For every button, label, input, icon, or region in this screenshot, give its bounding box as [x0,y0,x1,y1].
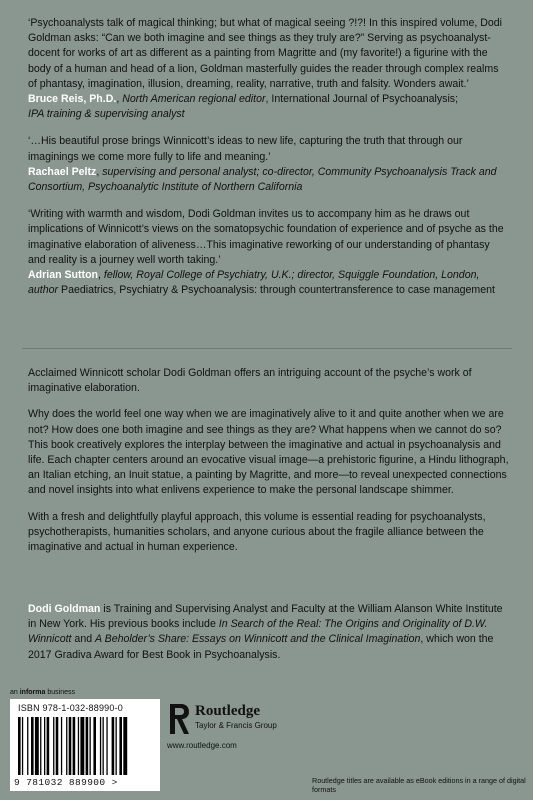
endorser-affiliation: supervising and personal analyst; co-director, Community Psychoanalysis Track and Consortium, Psychoanalytic Institute of Northern California [28,165,497,194]
endorser-name: Rachael Peltz [28,165,97,178]
endorser-affiliation: IPA training & supervising analyst [28,108,185,121]
endorser-name: Bruce Reis, Ph.D. [28,93,117,106]
publisher-name: Routledge [195,703,260,719]
endorsement-text: ‘…His beautiful prose brings Winnicott’s ideas to new life, capturing the truth that through our imaginings we come more fully to life and meaning.’ [28,135,463,163]
endorsement [28,16,510,122]
book-title: In Search of the Real: The Origins and Originality of D.W. Winnicott [28,618,488,646]
divider [22,348,512,349]
endorser-affiliation: Paediatrics, Psychiatry & Psychoanalysis: through countertransference to case management [61,284,495,297]
author-bio [28,602,510,663]
book-description [28,366,510,566]
bio-text: is Training and Supervising Analyst and Faculty at the William Alanson White Institute in New York. His previous books include [28,603,503,631]
informa-brand: informa [19,689,46,696]
book-title: A Beholder’s Share: Essays on Winnicott and the Clinical Imagination [95,633,421,646]
endorsement [28,207,510,298]
informa-suffix: business [45,689,75,696]
endorser-affiliation: North American regional editor [122,93,266,106]
endorsements [28,16,510,310]
endorsement-text: ‘Writing with warmth and wisdom, Dodi Goldman invites us to accompany him as he draws out implications of Winnicott’s views on the somatopsychic foundation of experience and of psyche as the imaginative elaboration of aliveness…This imaginative reworking of our understanding of phantasy and reality is a journey well worth taking.’ [28,208,504,266]
endorser-name: Adrian Sutton [28,269,99,282]
informa-prefix: an [10,689,20,696]
endorsement-attribution: Bruce Reis, Ph.D., North American regional editor, International Journal of Psychoanalysis; IPA training & supervising analyst [28,93,459,121]
barcode-icon [18,717,152,777]
routledge-logo-icon [167,702,191,736]
description-paragraph: With a fresh and delightfully playful approach, this volume is essential reading for psychoanalysts, psychotherapists, humanities scholars, and anyone curious about the fragile alliance between the imaginative and actual in human experience. [28,510,486,554]
bio-text: and [71,633,96,646]
author-bio-text [28,602,510,663]
description-paragraph: Acclaimed Winnicott scholar Dodi Goldman offers an intriguing account of the psyche’s work of imaginative elaboration. [28,367,472,395]
bio-text: , which won the 2017 Gradiva Award for Best Book in Psychoanalysis. [28,633,494,661]
barcode-digits: 9 781032 889900 > [14,777,118,788]
endorsement-text: ‘Psychoanalysts talk of magical thinking; but what of magical seeing ?!?! In this inspired volume, Dodi Goldman asks: “Can we both imagine and see things as they truly are?” Serving as psychoanalyst-docent for works of art as different as a painting from Magritte and (my favorite!) a figurine with the body of a human and head of a lion, Goldman masterfully guides the reader through complex realms of phantasy, imagination, illusion, dreaming, reality, narrative, truth and falsity. Wonders await.’ [28,17,503,90]
author-name: Dodi Goldman [28,603,101,615]
ebook-note: Routledge titles are available as eBook editions in a range of digital formats [312,776,526,794]
endorser-affiliation: fellow, Royal College of Psychiatry, U.K.; director, Squiggle Foundation, London, author [28,269,480,297]
endorser-affiliation: International Journal of Psychoanalysis; [271,93,459,106]
publisher-url: www.routledge.com [167,741,237,750]
publisher-group: Taylor & Francis Group [195,721,277,730]
barcode-panel [10,699,160,791]
endorsement-attribution: Adrian Sutton, fellow, Royal College of Psychiatry, U.K.; director, Squiggle Foundation, London, author Paediatrics, Psychiatry & Psychoanalysis: through countertransference to case management [28,269,495,297]
endorsement-attribution: Rachael Peltz, supervising and personal analyst; co-director, Community Psychoanalysis Track and Consortium, Psychoanalytic Institute of Northern California [28,165,497,194]
endorsement [28,134,510,195]
isbn-label: ISBN 978-1-032-88990-0 [18,703,123,713]
description-paragraph: Why does the world feel one way when we are imaginatively alive to it and quite another when we are not? How does one both imagine and see things as they are? What happens when we cannot do so? This book creatively explores the interplay between the imaginative and actual in psychoanalysis and life. Each chapter centers around an evocative visual image—a prehistoric figurine, a Hindu lithograph, an Italian etching, an Inuit statue, a painting by Magritte, and more—to reveal unexpected connections and novel insights into what enlivens experience to make the personal landscape shimmer. [28,408,509,497]
informa-business-label [10,689,75,696]
